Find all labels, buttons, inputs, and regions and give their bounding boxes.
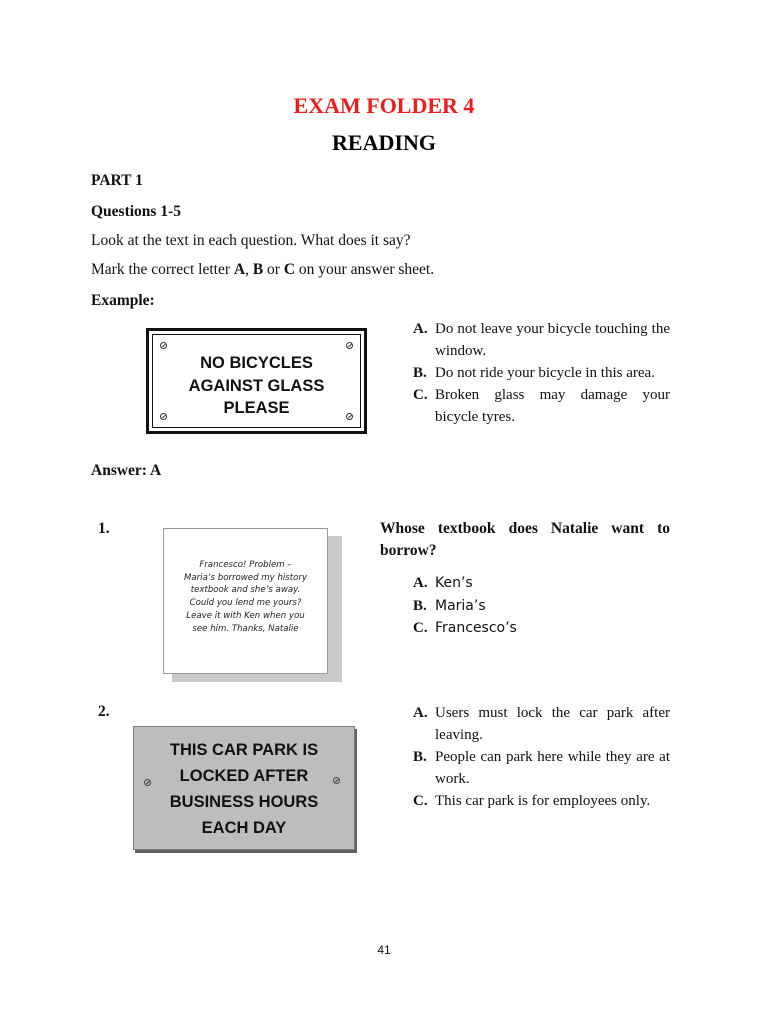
q2-option-a bbox=[413, 702, 670, 746]
sign-line: BUSINESS HOURS bbox=[169, 793, 319, 811]
option-label: A. bbox=[413, 705, 428, 721]
note-text bbox=[170, 559, 321, 635]
option-text: Broken glass may damage your bicycle tyres. bbox=[435, 387, 670, 425]
instruction-mark-prefix: Mark the correct letter bbox=[91, 261, 234, 278]
example-option-a bbox=[413, 318, 670, 362]
option-text: Do not leave your bicycle touching the window. bbox=[435, 321, 670, 359]
letter-b: B bbox=[252, 261, 264, 278]
sign-line: AGAINST GLASS bbox=[188, 376, 325, 395]
q2-option-c bbox=[413, 790, 670, 812]
note-line: Leave it with Ken when you bbox=[186, 610, 305, 621]
no-bicycles-sign bbox=[146, 328, 367, 434]
note-line: see him. Thanks, Natalie bbox=[192, 623, 299, 634]
option-text: Francesco’s bbox=[435, 620, 517, 636]
screw-icon bbox=[346, 342, 353, 349]
example-label: Example: bbox=[91, 292, 155, 309]
q2-option-b bbox=[413, 746, 670, 790]
part-heading: PART 1 bbox=[91, 172, 143, 189]
sign-inner-border bbox=[152, 334, 361, 428]
option-text: Do not ride your bicycle in this area. bbox=[435, 365, 655, 381]
note-line: Francesco! Problem – bbox=[199, 560, 292, 570]
letter-c: C bbox=[283, 261, 296, 278]
page-number: 41 bbox=[377, 943, 391, 957]
note-line: Maria’s borrowed my history bbox=[183, 572, 308, 583]
q1-option-b bbox=[413, 595, 670, 617]
sign-line: NO BICYCLES bbox=[200, 354, 313, 372]
example-answer: Answer: A bbox=[91, 462, 162, 479]
option-label: A. bbox=[413, 575, 428, 591]
option-text: People can park here while they are at work. bbox=[435, 749, 670, 787]
option-label: B. bbox=[413, 749, 427, 765]
section-title: READING bbox=[332, 130, 436, 155]
screw-icon bbox=[160, 342, 167, 349]
question-number: 2. bbox=[98, 703, 110, 720]
option-text: Ken’s bbox=[435, 575, 473, 591]
letter-a: A bbox=[233, 261, 246, 278]
option-label: A. bbox=[413, 321, 428, 337]
option-text: Users must lock the car park after leaving. bbox=[435, 705, 670, 743]
option-label: B. bbox=[413, 598, 427, 614]
example-option-b bbox=[413, 362, 670, 384]
question-number: 1. bbox=[98, 520, 110, 537]
exam-folder-title: EXAM FOLDER 4 bbox=[293, 93, 475, 118]
question-1-text: Whose textbook does Natalie want to borrow? bbox=[380, 520, 670, 559]
sign-line: THIS CAR PARK IS bbox=[169, 741, 319, 759]
option-text: Maria’s bbox=[435, 598, 486, 614]
example-option-c bbox=[413, 384, 670, 428]
option-label: C. bbox=[413, 793, 428, 809]
sign-text bbox=[134, 737, 354, 841]
sign-text bbox=[153, 352, 360, 420]
q1-option-c bbox=[413, 617, 670, 639]
instruction-look: Look at the text in each question. What does it say? bbox=[91, 232, 411, 249]
q1-option-a bbox=[413, 572, 670, 594]
sign-line: EACH DAY bbox=[201, 819, 287, 837]
option-label: C. bbox=[413, 620, 428, 636]
car-park-sign bbox=[133, 726, 355, 850]
comma: , bbox=[245, 261, 253, 278]
option-label: B. bbox=[413, 365, 427, 381]
message-note bbox=[163, 528, 328, 674]
or-word: or bbox=[263, 261, 284, 278]
questions-range: Questions 1-5 bbox=[91, 203, 181, 220]
note-line: Could you lend me yours? bbox=[189, 598, 302, 609]
note-line: textbook and she’s away. bbox=[190, 585, 301, 596]
sign-line: PLEASE bbox=[223, 399, 290, 417]
option-label: C. bbox=[413, 387, 428, 403]
instruction-mark bbox=[91, 259, 434, 280]
instruction-mark-suffix: on your answer sheet. bbox=[295, 261, 435, 278]
sign-line: LOCKED AFTER bbox=[179, 767, 309, 785]
option-text: This car park is for employees only. bbox=[435, 793, 651, 809]
